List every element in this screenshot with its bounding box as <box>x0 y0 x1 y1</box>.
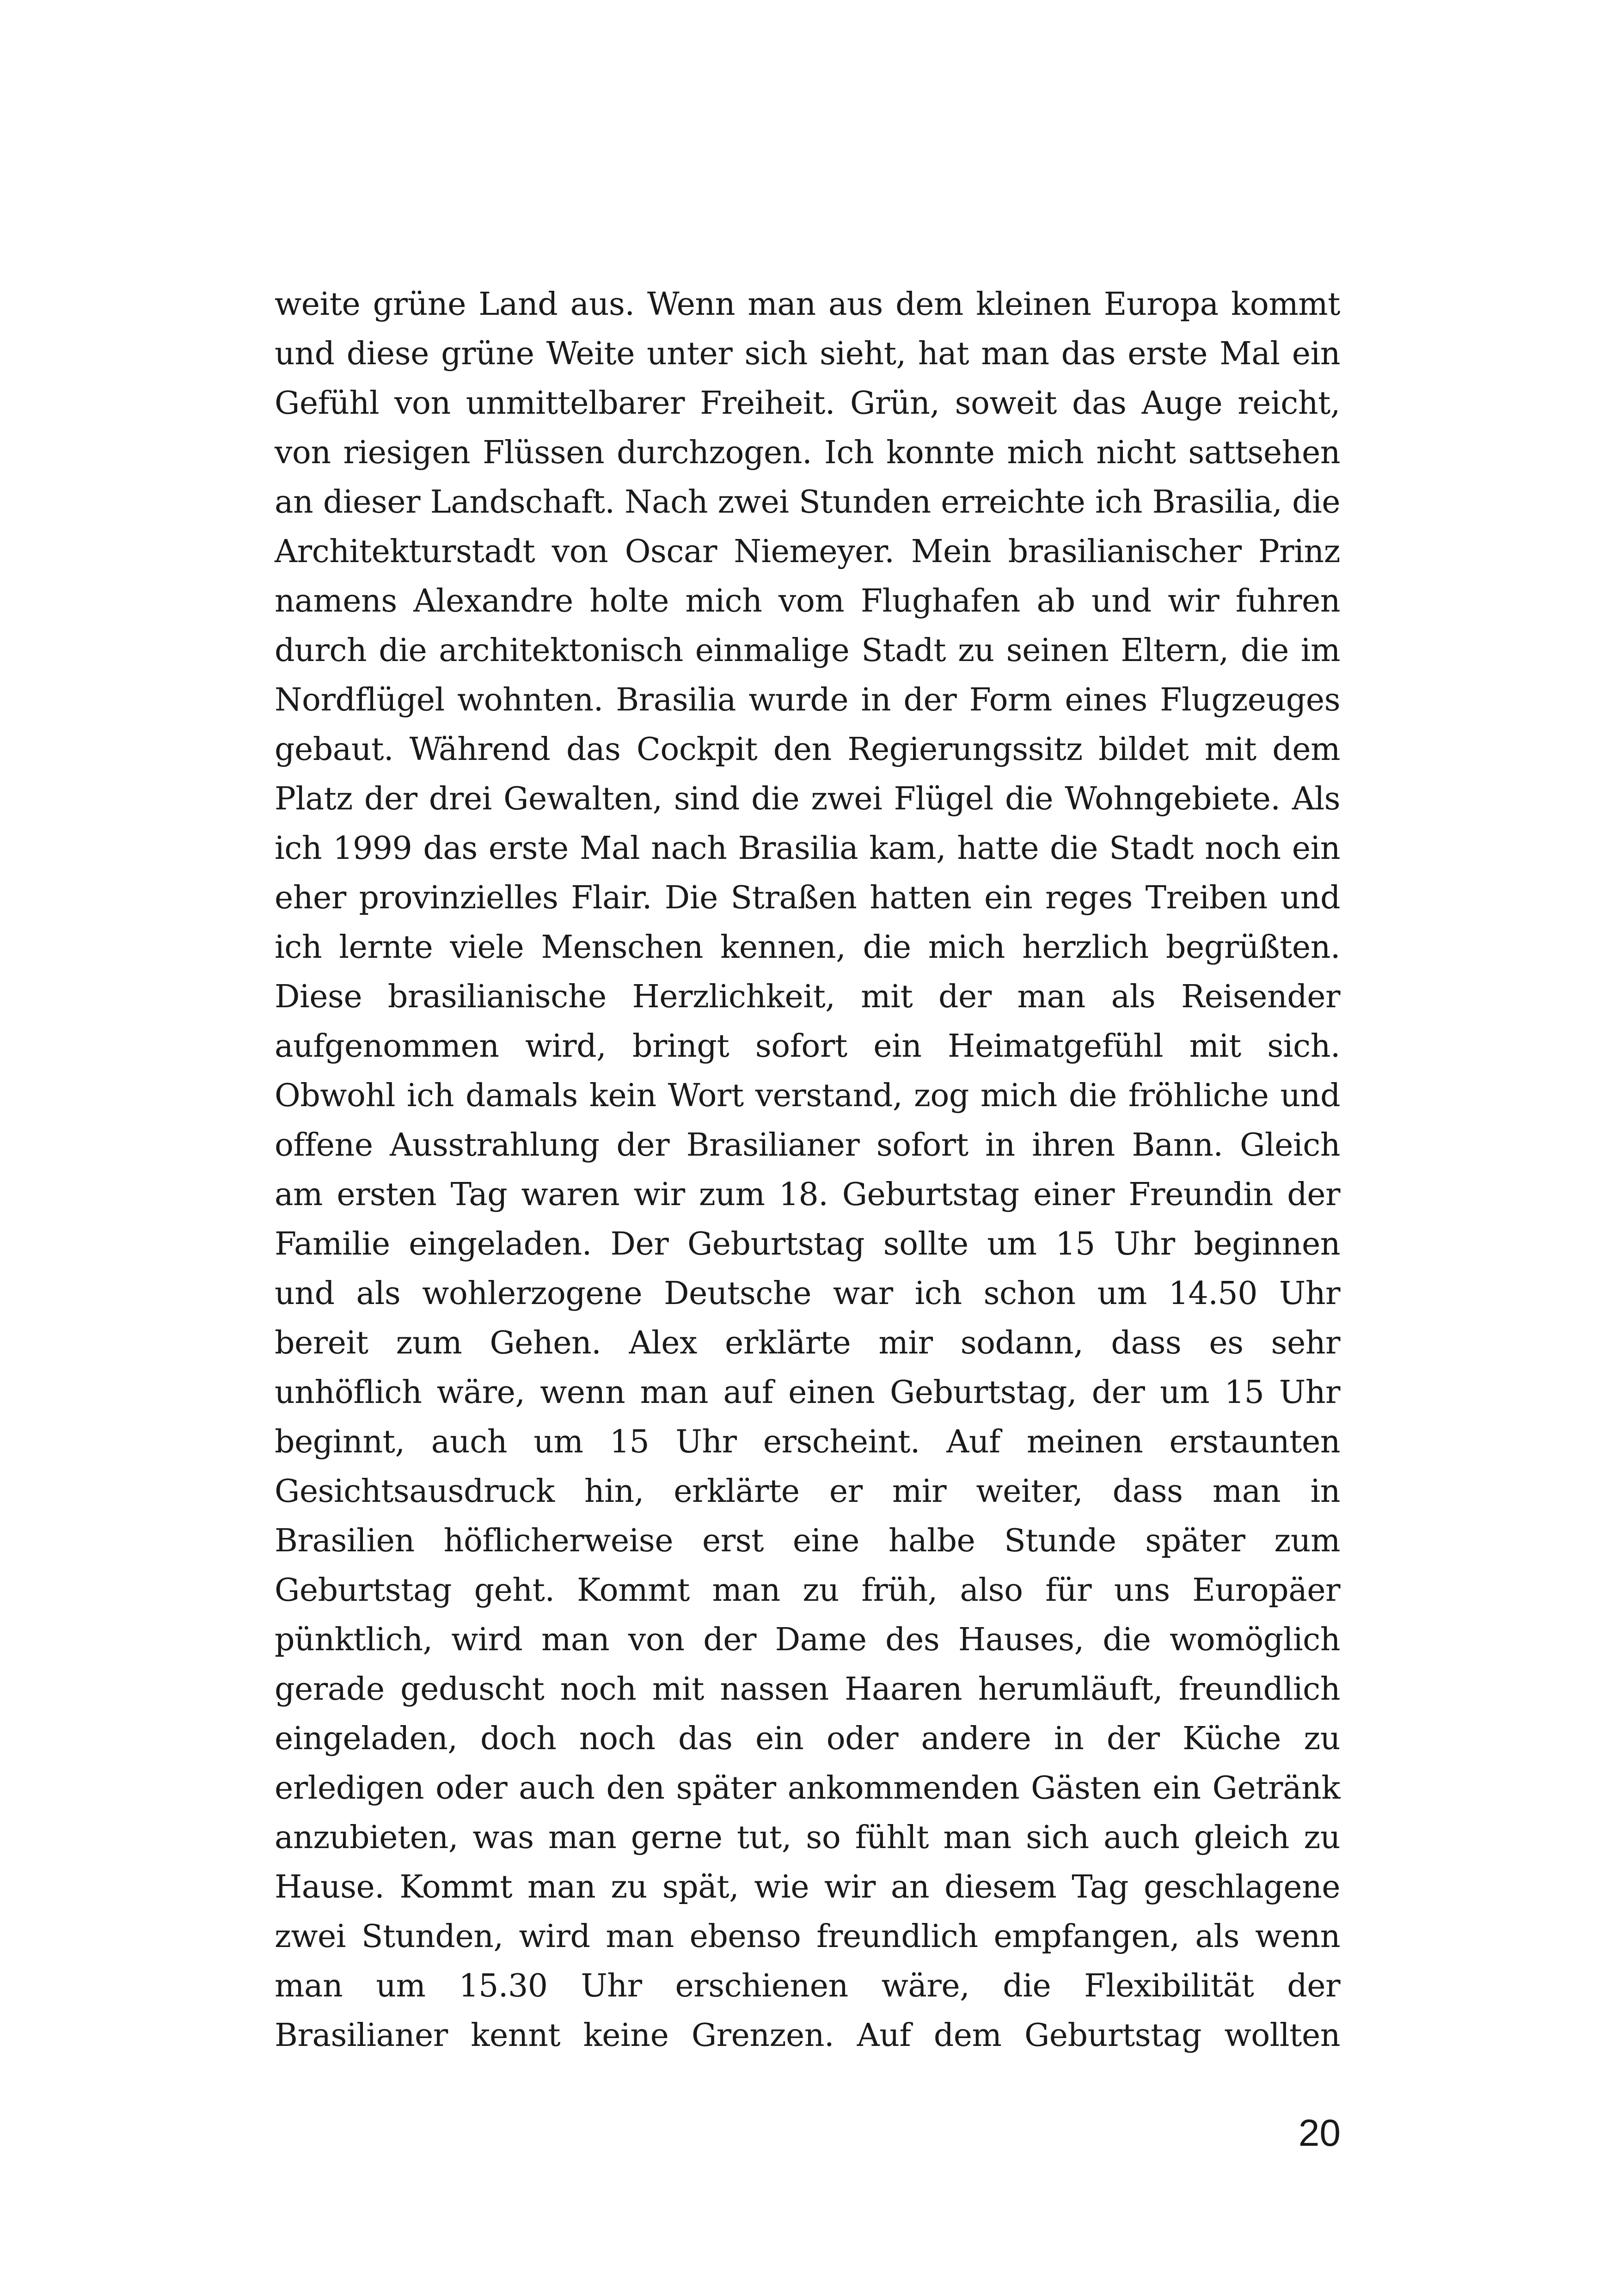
text-line: am ersten Tag waren wir zum 18. Geburtstag einer Freundin der <box>275 1176 1340 1213</box>
text-line: eher provinzielles Flair. Die Straßen hatten ein reges Treiben und <box>275 880 1340 916</box>
text-line: offene Ausstrahlung der Brasilianer sofort in ihren Bann. Gleich <box>275 1127 1340 1163</box>
text-line: Geburtstag geht. Kommt man zu früh, also für uns Europäer <box>275 1572 1340 1609</box>
text-line: Nordflügel wohnten. Brasilia wurde in der Form eines Flugzeuges <box>275 682 1340 718</box>
text-line: Hause. Kommt man zu spät, wie wir an diesem Tag geschlagene <box>275 1869 1340 1905</box>
text-line: und als wohlerzogene Deutsche war ich schon um 14.50 Uhr <box>275 1275 1340 1312</box>
text-line: Familie eingeladen. Der Geburtstag sollte um 15 Uhr beginnen <box>275 1226 1340 1262</box>
text-line: zwei Stunden, wird man ebenso freundlich empfangen, als wenn <box>275 1918 1340 1955</box>
text-line: unhöflich wäre, wenn man auf einen Geburtstag, der um 15 Uhr <box>275 1374 1340 1411</box>
text-line: ich lernte viele Menschen kennen, die mich herzlich begrüßten. <box>275 929 1340 966</box>
text-line: man um 15.30 Uhr erschienen wäre, die Flexibilität der <box>275 1968 1340 2004</box>
text-line: weite grüne Land aus. Wenn man aus dem kleinen Europa kommt <box>275 286 1340 323</box>
text-line: gebaut. Während das Cockpit den Regierungssitz bildet mit dem <box>275 731 1340 768</box>
text-line: Brasilien höflicherweise erst eine halbe Stunde später zum <box>275 1523 1340 1559</box>
text-line: und diese grüne Weite unter sich sieht, hat man das erste Mal ein <box>275 336 1340 372</box>
text-line: von riesigen Flüssen durchzogen. Ich konnte mich nicht sattsehen <box>275 435 1340 471</box>
text-line: durch die architektonisch einmalige Stadt zu seinen Eltern, die im <box>275 632 1340 669</box>
text-line: Gesichtsausdruck hin, erklärte er mir weiter, dass man in <box>275 1473 1340 1510</box>
text-line: Architekturstadt von Oscar Niemeyer. Mein brasilianischer Prinz <box>275 533 1340 570</box>
text-line: Obwohl ich damals kein Wort verstand, zog mich die fröhliche und <box>275 1078 1340 1114</box>
text-line: bereit zum Gehen. Alex erklärte mir sodann, dass es sehr <box>275 1325 1340 1361</box>
text-line: an dieser Landschaft. Nach zwei Stunden erreichte ich Brasilia, die <box>275 484 1340 520</box>
text-line: Diese brasilianische Herzlichkeit, mit der man als Reisender <box>275 979 1340 1015</box>
text-line: pünktlich, wird man von der Dame des Hauses, die womöglich <box>275 1622 1340 1658</box>
text-line: beginnt, auch um 15 Uhr erscheint. Auf meinen erstaunten <box>275 1424 1340 1460</box>
text-line: namens Alexandre holte mich vom Flughafen ab und wir fuhren <box>275 583 1340 619</box>
page-number: 20 <box>1298 2112 1341 2154</box>
text-line: erledigen oder auch den später ankommenden Gästen ein Getränk <box>275 1770 1340 1806</box>
text-line: Platz der drei Gewalten, sind die zwei Flügel die Wohngebiete. Als <box>275 781 1340 817</box>
body-text <box>275 280 1340 2060</box>
text-line: anzubieten, was man gerne tut, so fühlt man sich auch gleich zu <box>275 1819 1340 1856</box>
text-line: aufgenommen wird, bringt sofort ein Heimatgefühl mit sich. <box>275 1028 1340 1065</box>
text-line: ich 1999 das erste Mal nach Brasilia kam, hatte die Stadt noch ein <box>275 830 1340 867</box>
text-line: eingeladen, doch noch das ein oder andere in der Küche zu <box>275 1720 1340 1757</box>
text-line: Gefühl von unmittelbarer Freiheit. Grün, soweit das Auge reicht, <box>275 385 1340 422</box>
text-line: gerade geduscht noch mit nassen Haaren herumläuft, freundlich <box>275 1671 1340 1708</box>
text-line: Brasilianer kennt keine Grenzen. Auf dem Geburtstag wollten <box>275 2017 1340 2054</box>
